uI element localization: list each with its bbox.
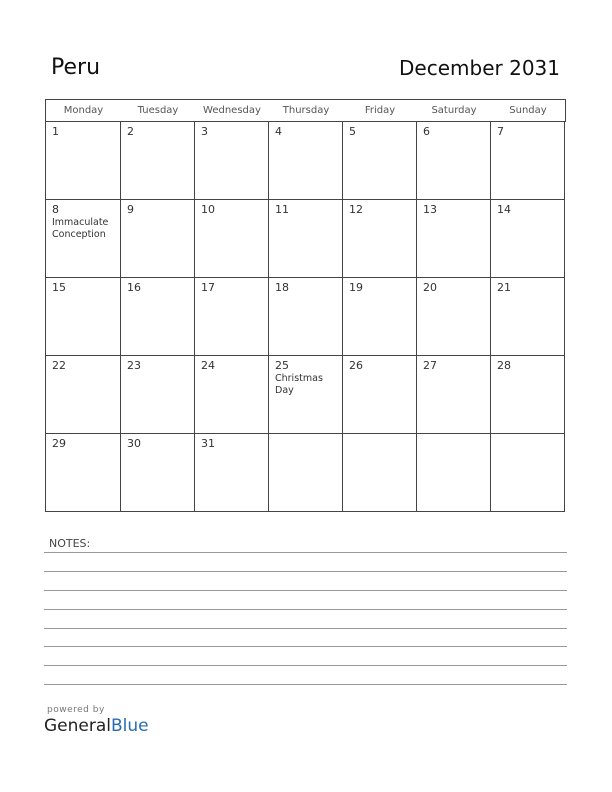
note-line bbox=[44, 665, 567, 666]
date-number: 26 bbox=[349, 359, 363, 372]
date-number: 18 bbox=[275, 281, 289, 294]
date-number: 8 bbox=[52, 203, 59, 216]
date-number: 2 bbox=[127, 125, 134, 138]
weekday-label: Saturday bbox=[431, 105, 477, 116]
weekday-label: Tuesday bbox=[137, 105, 179, 116]
notes-label: NOTES: bbox=[49, 537, 91, 550]
day-cell[interactable] bbox=[343, 356, 417, 434]
date-number: 28 bbox=[497, 359, 511, 372]
day-cell[interactable] bbox=[46, 278, 121, 356]
day-cell[interactable] bbox=[46, 434, 121, 512]
day-cell[interactable] bbox=[195, 200, 269, 278]
day-cell[interactable] bbox=[121, 356, 195, 434]
note-line bbox=[44, 552, 567, 553]
note-line bbox=[44, 571, 567, 572]
date-number: 12 bbox=[349, 203, 363, 216]
date-number: 14 bbox=[497, 203, 511, 216]
date-number: 27 bbox=[423, 359, 437, 372]
note-line bbox=[44, 609, 567, 610]
date-number: 4 bbox=[275, 125, 282, 138]
weekday-label: Friday bbox=[364, 105, 396, 116]
day-cell[interactable] bbox=[195, 278, 269, 356]
date-number: 6 bbox=[423, 125, 430, 138]
day-cell[interactable] bbox=[269, 122, 343, 200]
holiday-label: Immaculate Conception bbox=[52, 217, 109, 240]
day-cell[interactable] bbox=[417, 278, 491, 356]
calendar-body bbox=[45, 122, 566, 512]
weekday-label: Sunday bbox=[509, 105, 547, 116]
day-cell[interactable] bbox=[491, 122, 565, 200]
brand-logo-part1: General bbox=[44, 716, 111, 736]
day-cell[interactable] bbox=[491, 356, 565, 434]
note-line bbox=[44, 646, 567, 647]
weekday-label: Wednesday bbox=[203, 105, 261, 116]
date-number: 17 bbox=[201, 281, 215, 294]
day-cell[interactable] bbox=[491, 434, 565, 512]
day-cell[interactable] bbox=[417, 200, 491, 278]
day-cell[interactable] bbox=[121, 200, 195, 278]
brand-logo-part2: Blue bbox=[111, 716, 149, 736]
date-number: 19 bbox=[349, 281, 363, 294]
date-number: 16 bbox=[127, 281, 141, 294]
weekday-header bbox=[45, 99, 566, 122]
date-number: 7 bbox=[497, 125, 504, 138]
date-number: 30 bbox=[127, 437, 141, 450]
day-cell[interactable] bbox=[195, 122, 269, 200]
date-number: 24 bbox=[201, 359, 215, 372]
brand-logo[interactable] bbox=[44, 716, 149, 736]
date-number: 20 bbox=[423, 281, 437, 294]
day-cell[interactable] bbox=[417, 122, 491, 200]
month-title: December 2031 bbox=[399, 56, 560, 80]
date-number: 31 bbox=[201, 437, 215, 450]
date-number: 11 bbox=[275, 203, 289, 216]
day-cell[interactable] bbox=[269, 434, 343, 512]
date-number: 25 bbox=[275, 359, 289, 372]
weekday-label: Monday bbox=[63, 105, 104, 116]
note-line bbox=[44, 684, 567, 685]
powered-by-text: powered by bbox=[47, 705, 105, 715]
day-cell[interactable] bbox=[46, 200, 121, 278]
date-number: 23 bbox=[127, 359, 141, 372]
day-cell[interactable] bbox=[343, 200, 417, 278]
day-cell[interactable] bbox=[269, 278, 343, 356]
day-cell[interactable] bbox=[269, 200, 343, 278]
day-cell[interactable] bbox=[343, 278, 417, 356]
day-cell[interactable] bbox=[121, 278, 195, 356]
date-number: 5 bbox=[349, 125, 356, 138]
calendar-grid bbox=[45, 99, 566, 512]
weekday-label: Thursday bbox=[282, 105, 330, 116]
country-title: Peru bbox=[51, 55, 101, 80]
day-cell[interactable] bbox=[195, 434, 269, 512]
day-cell[interactable] bbox=[121, 434, 195, 512]
date-number: 1 bbox=[52, 125, 59, 138]
day-cell[interactable] bbox=[491, 200, 565, 278]
date-number: 13 bbox=[423, 203, 437, 216]
day-cell[interactable] bbox=[121, 122, 195, 200]
day-cell[interactable] bbox=[491, 278, 565, 356]
day-cell[interactable] bbox=[417, 434, 491, 512]
day-cell[interactable] bbox=[343, 122, 417, 200]
day-cell[interactable] bbox=[417, 356, 491, 434]
day-cell[interactable] bbox=[269, 356, 343, 434]
day-cell[interactable] bbox=[343, 434, 417, 512]
holiday-label: Christmas Day bbox=[275, 373, 323, 396]
date-number: 9 bbox=[127, 203, 134, 216]
date-number: 3 bbox=[201, 125, 208, 138]
date-number: 21 bbox=[497, 281, 511, 294]
note-line bbox=[44, 590, 567, 591]
day-cell[interactable] bbox=[195, 356, 269, 434]
date-number: 22 bbox=[52, 359, 66, 372]
day-cell[interactable] bbox=[46, 356, 121, 434]
note-line bbox=[44, 628, 567, 629]
date-number: 10 bbox=[201, 203, 215, 216]
day-cell[interactable] bbox=[46, 122, 121, 200]
date-number: 15 bbox=[52, 281, 66, 294]
date-number: 29 bbox=[52, 437, 66, 450]
